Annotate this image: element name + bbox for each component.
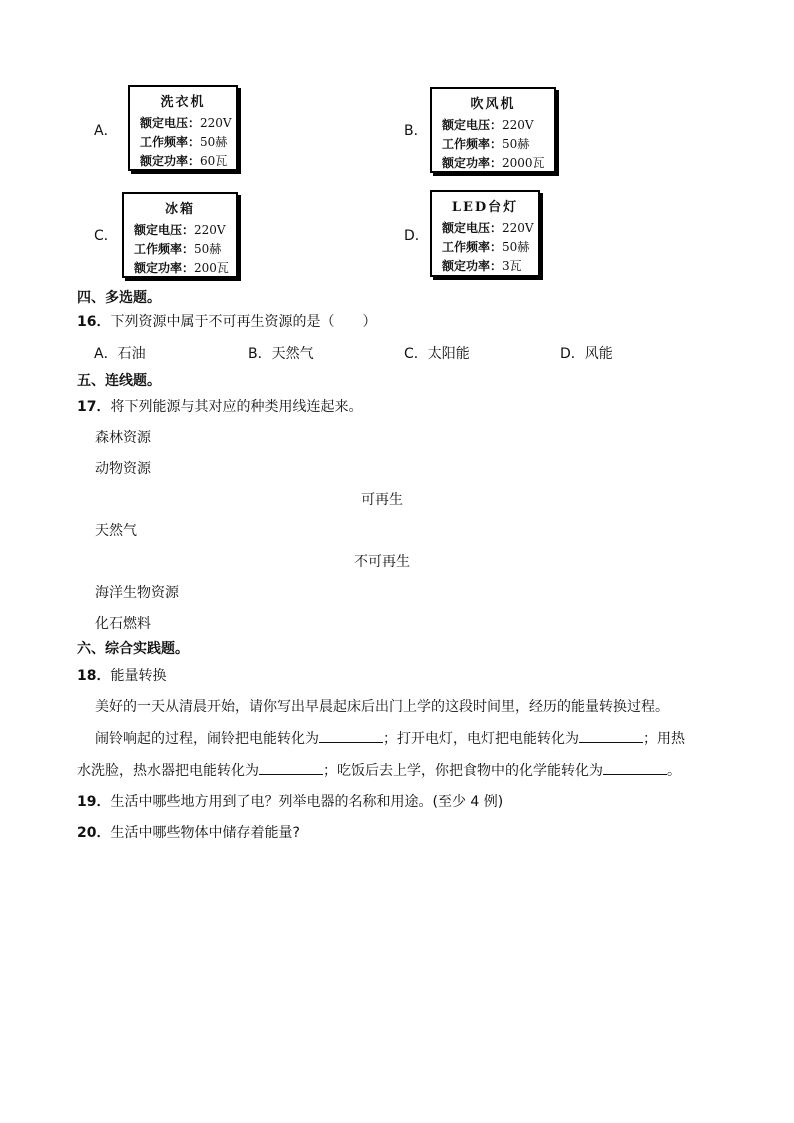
question-title: 能量转换 (110, 668, 167, 684)
question-number: 18． (77, 668, 111, 684)
appliance-label-refrigerator (122, 192, 238, 278)
q18-line-3 (77, 760, 681, 780)
section-heading-matching: 五、连线题。 (77, 373, 161, 389)
row-value: 200瓦 (194, 261, 229, 275)
q16-option-a: A．石油 (94, 346, 146, 362)
question-18 (77, 665, 166, 685)
question-number: 20． (77, 825, 111, 841)
question-19 (77, 791, 503, 811)
appliance-label-washing-machine (128, 85, 238, 171)
row-key: 额定电压： (140, 116, 201, 130)
match-left-item: 天然气 (95, 523, 137, 539)
row-key: 工作频率： (140, 135, 201, 149)
match-right-item: 不可再生 (354, 554, 410, 570)
appliance-title: 吹风机 (470, 97, 516, 112)
question-number: 17． (77, 399, 111, 415)
appliance-label-led-lamp (430, 190, 540, 277)
section-heading-multiple-choice: 四、多选题。 (77, 290, 161, 306)
row-value: 50赫 (200, 135, 228, 149)
answer-blank[interactable] (603, 760, 667, 775)
answer-blank[interactable] (579, 728, 643, 743)
row-value: 220V (502, 118, 534, 132)
q18-intro: 美好的一天从清晨开始，请你写出早晨起床后出门上学的这段时间里，经历的能量转换过程。 (95, 699, 669, 715)
text-segment: 水洗脸，热水器把电能转化为 (77, 763, 259, 779)
q16-option-b: B．天然气 (248, 346, 314, 362)
option-a-letter: A． (94, 123, 118, 139)
text-segment: ；吃饭后去上学，你把食物中的化学能转化为 (323, 763, 603, 779)
appliance-label-hair-dryer (430, 87, 556, 173)
row-value: 50赫 (502, 240, 530, 254)
question-17 (77, 396, 362, 416)
text-segment: ；用热 (643, 731, 685, 747)
row-value: 60瓦 (200, 154, 228, 168)
row-value: 50赫 (502, 137, 530, 151)
answer-blank[interactable] (319, 728, 383, 743)
row-value: 2000瓦 (502, 156, 545, 170)
q16-option-c: C．太阳能 (404, 346, 470, 362)
row-key: 额定电压： (134, 223, 195, 237)
appliance-title: 冰箱 (164, 202, 195, 217)
row-value: 3瓦 (502, 259, 522, 273)
option-b-letter: B． (404, 123, 428, 139)
row-key: 额定电压： (442, 221, 503, 235)
match-left-item: 动物资源 (95, 461, 151, 477)
text-segment: ；打开电灯，电灯把电能转化为 (383, 731, 579, 747)
row-key: 工作频率： (442, 240, 503, 254)
match-left-item: 海洋生物资源 (95, 585, 179, 601)
text-segment: 闹铃响起的过程，闹铃把电能转化为 (95, 731, 319, 747)
row-value: 220V (502, 221, 534, 235)
appliance-title: 洗衣机 (160, 95, 206, 110)
text-segment: 。 (667, 763, 681, 779)
option-d-letter: D． (404, 228, 429, 244)
question-20 (77, 822, 300, 842)
answer-blank[interactable] (259, 760, 323, 775)
row-key: 额定功率： (442, 259, 503, 273)
question-number: 16． (77, 314, 111, 330)
row-key: 额定功率： (140, 154, 201, 168)
question-16 (77, 311, 376, 331)
row-value: 220V (200, 116, 232, 130)
row-key: 额定电压： (442, 118, 503, 132)
row-key: 工作频率： (134, 242, 195, 256)
question-number: 19． (77, 794, 111, 810)
question-text: 生活中哪些地方用到了电？列举电器的名称和用途。(至少 4 例) (110, 794, 504, 810)
row-key: 额定功率： (442, 156, 503, 170)
q18-line-2 (95, 728, 685, 748)
row-key: 工作频率： (442, 137, 503, 151)
option-c-letter: C． (94, 228, 118, 244)
question-text: 生活中哪些物体中储存着能量? (110, 825, 300, 841)
row-value: 50赫 (194, 242, 222, 256)
match-right-item: 可再生 (361, 492, 403, 508)
question-text: 将下列能源与其对应的种类用线连起来。 (110, 399, 363, 415)
match-left-item: 化石燃料 (95, 616, 151, 632)
row-value: 220V (194, 223, 226, 237)
match-left-item: 森林资源 (95, 430, 151, 446)
question-text: 下列资源中属于不可再生资源的是（ ） (110, 314, 377, 330)
row-key: 额定功率： (134, 261, 195, 275)
appliance-title: LED台灯 (451, 200, 519, 215)
section-heading-practice: 六、综合实践题。 (77, 641, 189, 657)
q16-option-d: D．风能 (560, 346, 613, 362)
